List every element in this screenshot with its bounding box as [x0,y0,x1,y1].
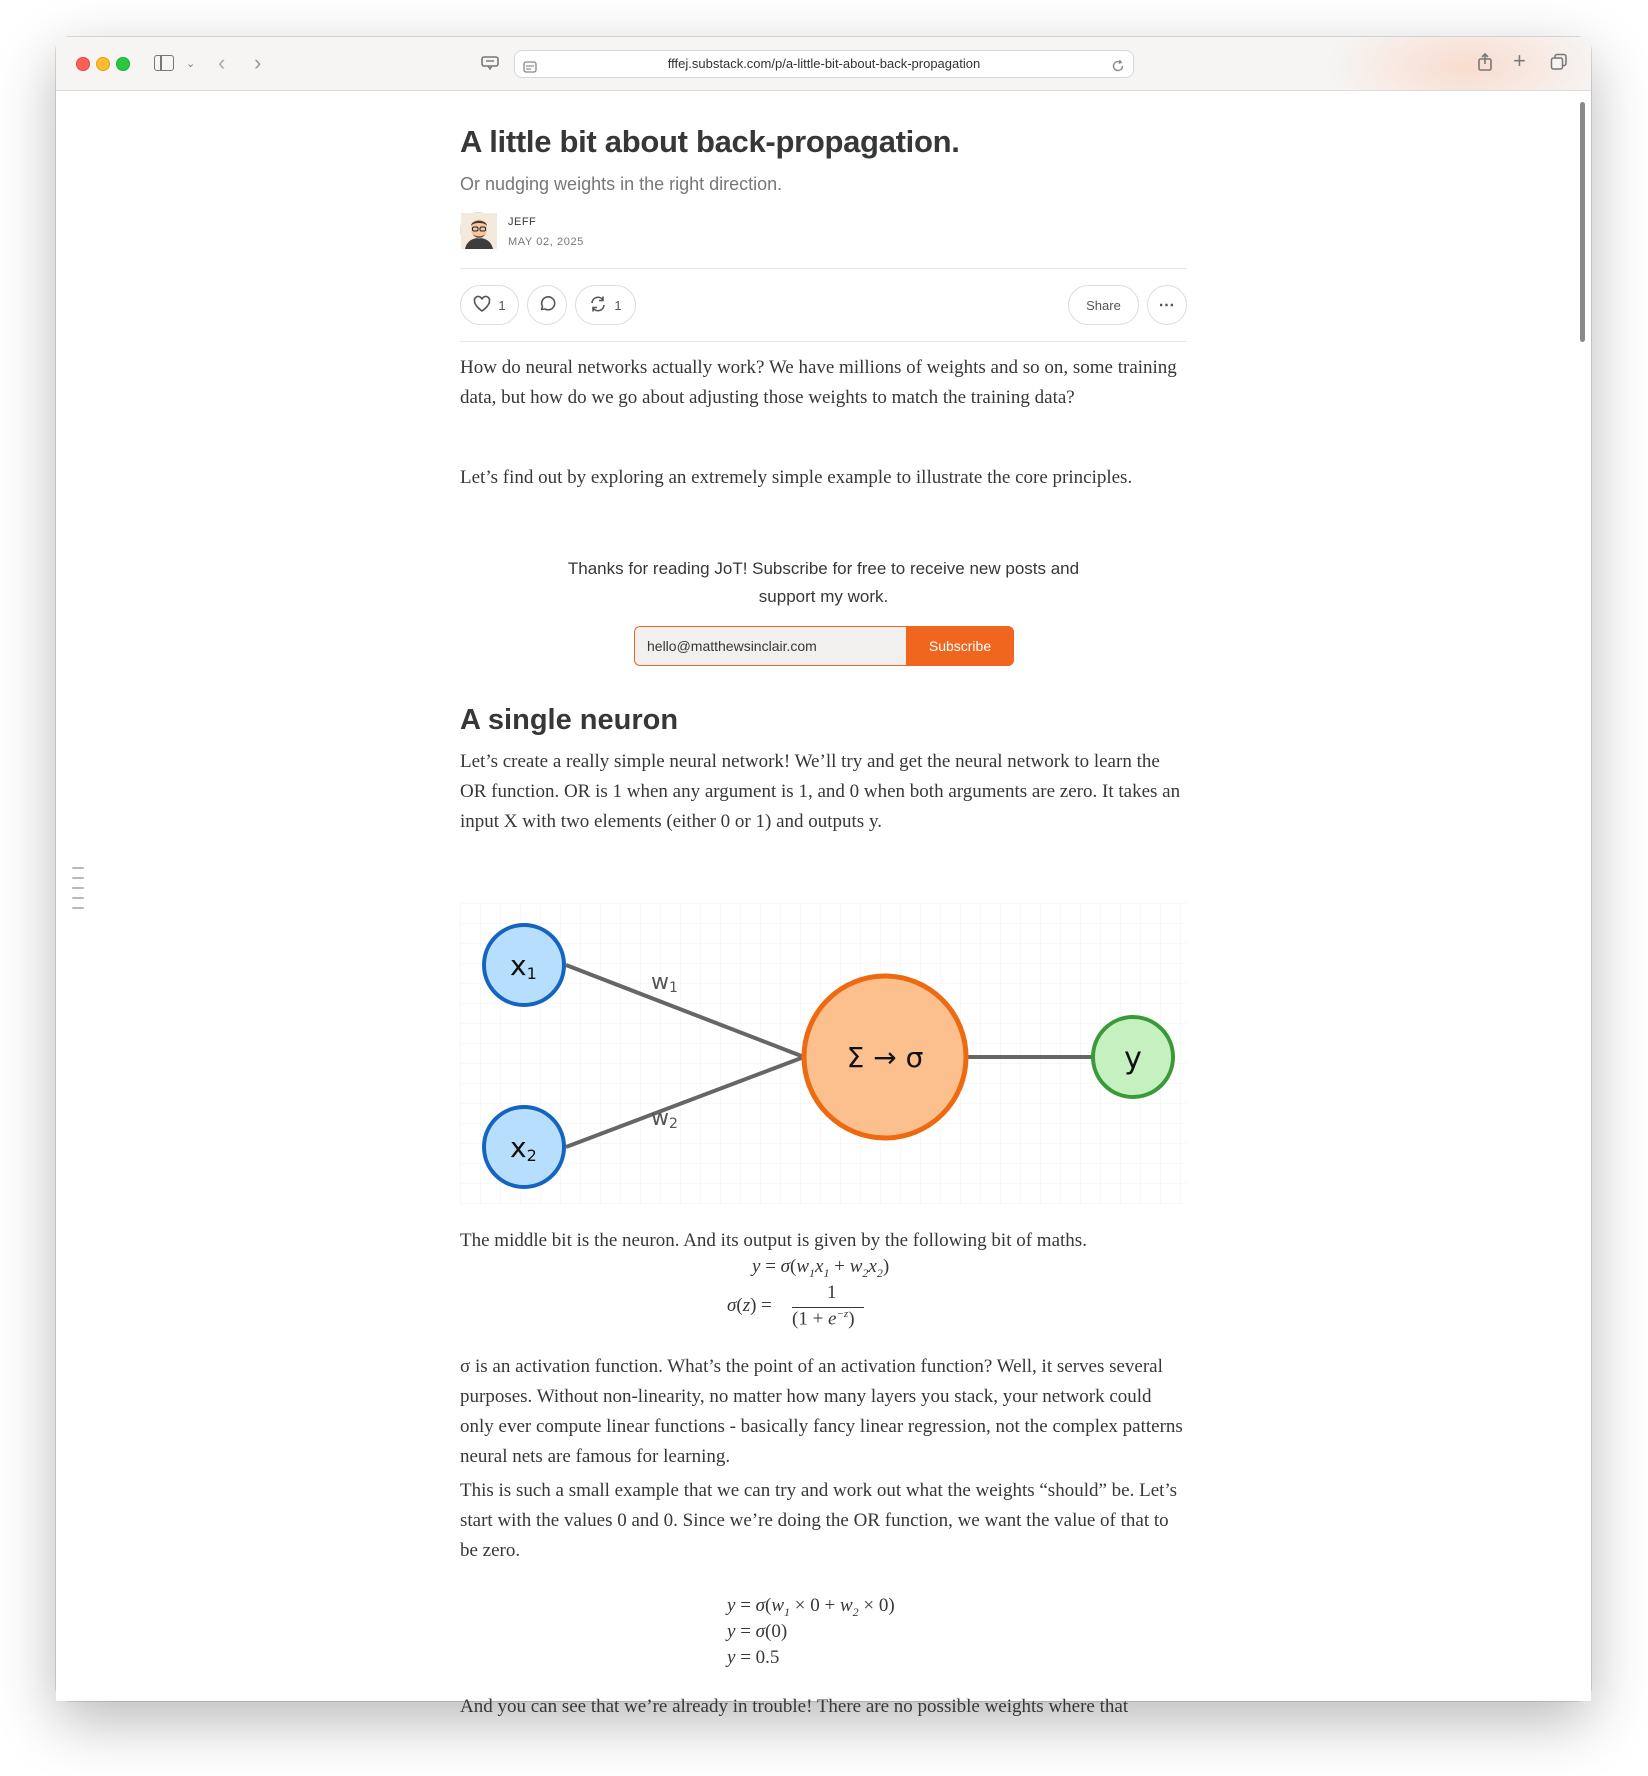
equation-step-3: y = 0.5 [727,1647,780,1668]
x2-label: x2 [510,1131,537,1165]
subscribe-blurb: Thanks for reading JoT! Subscribe for free to receive new posts and support my work. [567,559,1080,606]
address-bar[interactable] [514,50,1134,78]
post-title: A little bit about back-propagation. [460,124,960,159]
share-icon[interactable] [1476,52,1494,76]
paragraph-intro-2: Let’s find out by exploring an extremely simple example to illustrate the core principles. [460,467,1133,488]
w2-label: w2 [651,1106,678,1132]
forward-icon[interactable]: › [254,50,262,75]
subscribe-button[interactable]: Subscribe [906,626,1014,666]
scrollbar[interactable] [1580,102,1585,342]
url-text: fffej.substack.com/p/a-little-bit-about-back-propagation [667,56,981,71]
page-content[interactable] [56,92,1591,1717]
restack-button[interactable] [575,285,636,325]
neuron-label: Σ → σ [846,1041,924,1074]
equation-sigma: σ(z) = 1 $(1 + e^{-z})$ [727,1282,887,1330]
section-heading: A single neuron [460,704,679,736]
sidebar-toggle-icon[interactable] [154,55,174,71]
table-of-contents-toggle[interactable] [72,867,84,917]
restack-count: 1 [614,297,622,313]
more-options-button[interactable] [1147,285,1187,325]
comment-icon [538,295,556,316]
chevron-down-icon[interactable]: ⌄ [186,58,196,70]
paragraph-cut-off: And you can see that we’re already in trouble! There are no possible weights where that [460,1696,1129,1717]
new-tab-icon[interactable]: + [1513,48,1526,73]
reader-icon[interactable] [480,54,500,76]
paragraph-sigma: σ is an activation function. What’s the point of an activation function? Well, it serves several purposes. Without non-linearity, no matter how many layers you stack, your network could only ever compute linear functions - basically fancy linear regression, not the complex patterns neural nets are famous for learning. [460,1356,1183,1467]
like-count: 1 [498,297,506,313]
equation-step-2: y = σ(0) [727,1621,788,1642]
zoom-window-button[interactable] [116,57,130,71]
paragraph-section-1: Let’s create a really simple neural network! We’ll try and get the neural network to learn the OR function. OR is 1 when any argument is 1, and 0 when both arguments are zero. It takes an input X with two elements (either 0 or 1) and outputs y. [460,751,1181,832]
like-button[interactable] [460,285,519,325]
x1-label: x1 [510,949,537,983]
email-field[interactable] [634,626,906,666]
reload-icon[interactable] [1111,56,1125,82]
w1-label: w1 [651,970,678,996]
browser-toolbar [56,37,1591,91]
restack-icon [589,295,607,316]
divider [460,268,1187,269]
browser-window [56,37,1591,1717]
divider [460,341,1187,342]
heart-icon [473,296,491,315]
author-avatar[interactable] [460,212,496,248]
more-icon: ⋯ [1158,297,1176,314]
subscribe-form [634,626,1014,666]
equation-step-1: $y = \sigma(w_1 \times 0 + w_2 \times 0)$ [727,1595,895,1619]
back-icon[interactable]: ‹ [218,50,226,75]
minimize-window-button[interactable] [96,57,110,71]
paragraph-middle: The middle bit is the neuron. And its output is given by the following bit of maths. [460,1230,1087,1251]
author-name[interactable]: JEFF [508,216,537,228]
post-subtitle: Or nudging weights in the right direction. [460,174,783,194]
paragraph-intro-1: How do neural networks actually work? We have millions of weights and so on, some training data, but how do we go about adjusting those weights to match the training data? [460,357,1177,408]
post-date: MAY 02, 2025 [508,236,584,248]
equation-y: $y = \sigma(w_1x_1 + w_2x_2)$ [752,1256,890,1280]
comment-button[interactable] [527,285,567,325]
neuron-diagram [460,903,1187,1205]
output-label: y [1124,1041,1142,1076]
paragraph-small-example: This is such a small example that we can try and work out what the weights “should” be. Let’s start with the values 0 and 0. Since we’re doing the OR function, we want the value of that to be zero. [460,1480,1178,1561]
share-button[interactable] [1068,285,1139,325]
share-label: Share [1086,297,1121,313]
page-settings-icon[interactable] [523,57,537,83]
tab-overview-icon[interactable] [1550,53,1568,75]
close-window-button[interactable] [76,57,90,71]
